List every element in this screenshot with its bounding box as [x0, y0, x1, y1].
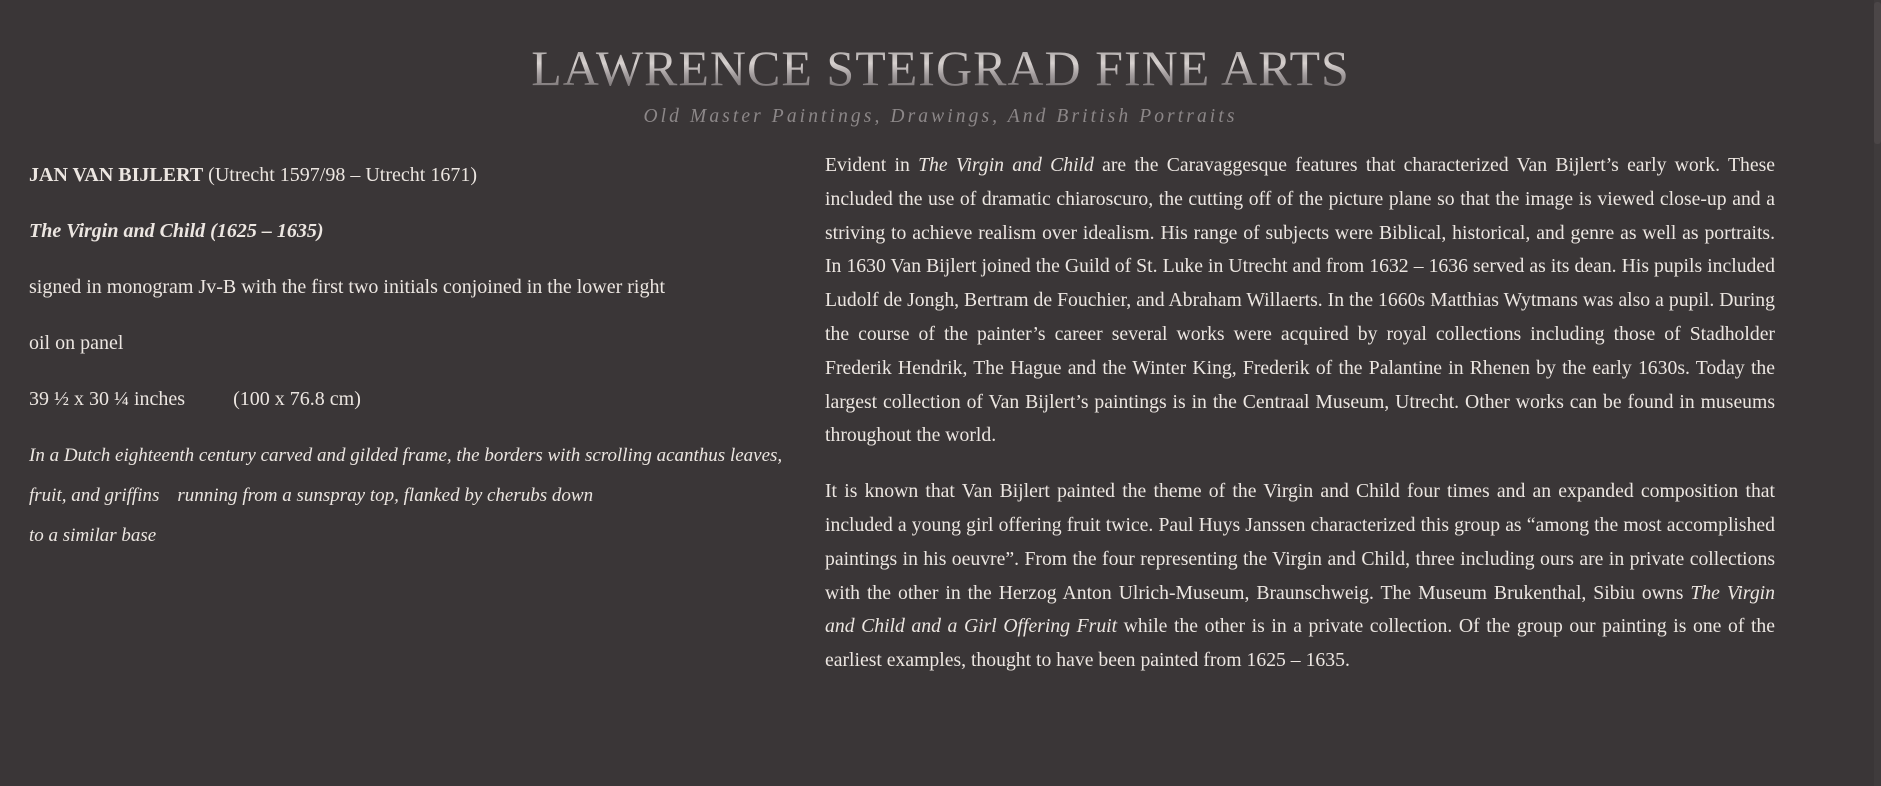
essay-p2-italic-title: The Virgin and Child and a Girl Offering Fruit [825, 581, 1775, 638]
essay-p1-italic-title: The Virgin and Child [918, 154, 1094, 176]
frame-description-part2: running from a sunspray top, flanked by cherubs down [177, 485, 594, 506]
essay-p1-text-a: Evident in [825, 154, 919, 176]
essay [825, 149, 1775, 700]
site-tagline: Old Master Paintings, Drawings, And British Portraits [643, 106, 1238, 127]
artist-name: JAN VAN BIJLERT [29, 164, 204, 186]
frame-description [29, 436, 789, 556]
dimensions [29, 384, 789, 414]
essay-p1-text-b: are the Caravaggesque features that characterized Van Bijlert’s early work. These included the use of dramatic chiaroscuro, the cutting off of the picture plane so that the image is viewed close-up and a striving to achieve realism over idealism. His range of subjects were Biblical, historical, and genre as well as portraits. In 1630 Van Bijlert joined the Guild of St. Luke in Utrecht and from 1632 – 1636 served as its dean. His pupils included Ludolf de Jongh, Bertram de Fouchier, and Abraham Willaerts. In the 1660s Matthias Wytmans was also a pupil. During the course of the painter’s career several works were acquired by royal collections including those of Stadholder Frederik Hendrik, The Hague and the Winter King, Frederik of the Palantine in Rhenen by the early 1630s. Today the largest collection of Van Bijlert’s paintings is in the Centraal Museum, Utrecht. Other works can be found in museums throughout the world. [825, 154, 1775, 447]
essay-p2-text-b: while the other is in a private collection. Of the group our painting is one of the earliest examples, thought to have been painted from 1625 – 1635. [825, 615, 1775, 672]
artist-dates: (Utrecht 1597/98 – Utrecht 1671) [203, 164, 477, 186]
artist-line [29, 160, 789, 190]
frame-description-part3: to a similar base [29, 525, 157, 546]
medium: oil on panel [29, 332, 124, 354]
signature-note: signed in monogram Jv-B with the first two initials conjoined in the lower right [29, 276, 666, 298]
essay-paragraph-1 [825, 149, 1775, 453]
essay-paragraph-2 [825, 475, 1775, 678]
frame-description-part1: In a Dutch eighteenth century carved and gilded frame, the borders with scrolling acanthus leaves, fruit, and griffins [29, 445, 783, 506]
site-title[interactable]: LAWRENCE STEIGRAD FINE ARTS [531, 40, 1350, 96]
site-header [0, 38, 1881, 131]
dimensions-cm: (100 x 76.8 cm) [233, 388, 361, 410]
essay-p2-text-a: It is known that Van Bijlert painted the theme of the Virgin and Child four times and an expanded composition that included a young girl offering fruit twice. Paul Huys Janssen characterized this group as “among the most accomplished paintings in his oeuvre”. From the four representing the Virgin and Child, three including ours are in private collections with the other in the Herzog Anton Ulrich-Museum, Braunschweig. The Museum Brukenthal, Sibiu owns [825, 480, 1775, 604]
artwork-details [29, 160, 789, 582]
dimensions-inches: 39 ½ x 30 ¼ inches [29, 388, 186, 410]
painting-title: The Virgin and Child (1625 – 1635) [29, 220, 324, 242]
scrollbar-thumb[interactable] [1874, 2, 1881, 144]
page-scrollbar[interactable] [1874, 0, 1881, 786]
